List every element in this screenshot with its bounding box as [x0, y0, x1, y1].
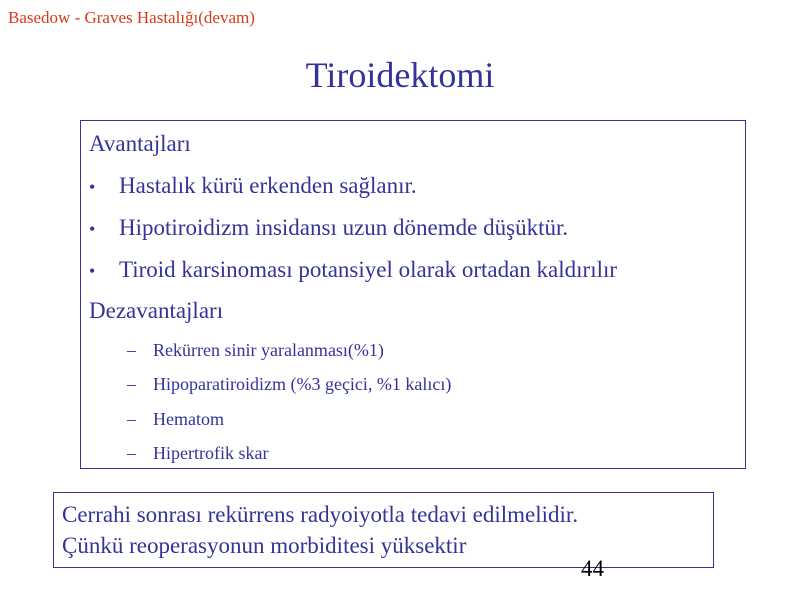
dash-icon: – — [127, 340, 136, 360]
dash-icon: – — [127, 443, 136, 463]
bullet-icon: • — [89, 219, 96, 239]
advantage-text: Hastalık kürü erkenden sağlanır. — [119, 173, 417, 198]
page-number: 44 — [581, 556, 604, 581]
content-box — [80, 120, 746, 469]
bullet-icon: • — [89, 261, 96, 281]
advantage-text: Hipotiroidizm insidansı uzun dönemde düşüktür. — [119, 215, 569, 240]
disadvantage-item — [127, 409, 224, 430]
disadvantage-item — [127, 340, 384, 361]
disadvantage-item — [127, 374, 451, 395]
disadvantage-text: Rekürren sinir yaralanması(%1) — [153, 340, 384, 360]
disadvantages-heading: Dezavantajları — [89, 298, 224, 323]
advantage-item — [89, 257, 617, 283]
slide-title: Tiroidektomi — [305, 55, 495, 95]
disadvantage-text: Hipertrofik skar — [153, 443, 269, 463]
advantage-text: Tiroid karsinoması potansiyel olarak ortadan kaldırılır — [119, 257, 618, 282]
advantages-heading: Avantajları — [89, 131, 191, 156]
disadvantage-text: Hematom — [153, 409, 224, 429]
note-line: Çünkü reoperasyonun morbiditesi yüksektir — [62, 533, 467, 558]
bullet-icon: • — [89, 177, 96, 197]
advantage-item — [89, 173, 417, 199]
dash-icon: – — [127, 374, 136, 394]
dash-icon: – — [127, 409, 136, 429]
disadvantage-item — [127, 443, 268, 464]
note-line: Cerrahi sonrası rekürrens radyoiyotla tedavi edilmelidir. — [62, 502, 579, 527]
disadvantage-text: Hipoparatiroidizm (%3 geçici, %1 kalıcı) — [153, 374, 452, 394]
note-box — [53, 492, 714, 568]
section-header: Basedow - Graves Hastalığı(devam) — [8, 8, 255, 27]
advantage-item — [89, 215, 568, 241]
